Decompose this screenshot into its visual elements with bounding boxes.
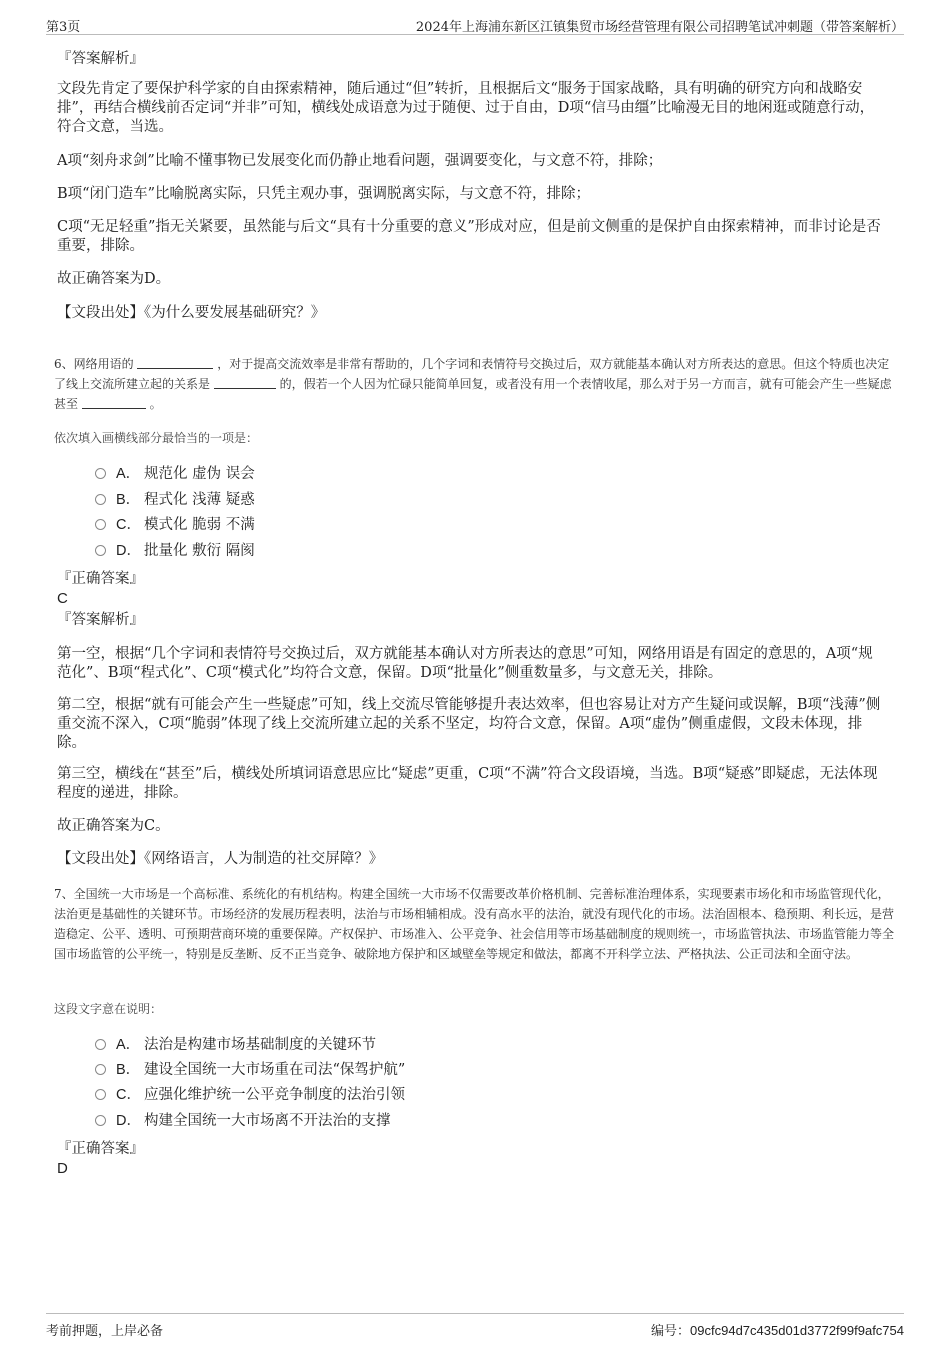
radio-icon[interactable] [95,468,106,479]
q6-source: 【文段出处】《网络语言，人为制造的社交屏障？》 [57,851,384,867]
q6-conclusion: 故正确答案为C。 [57,818,170,834]
q6-option-b[interactable]: B． 程式化 浅薄 疑惑 [95,490,255,510]
q7-prompt: 这段文字意在说明： [54,1002,163,1016]
q6-text-part-3: 的，假若一个人因为忙碌只能简单回复，或者没有用一个表情收尾，那么对于另一方而言，就有可能会产生一些疑虑甚至 [54,377,892,411]
q6-analysis-blank-3: 第三空，横线在“甚至”后，横线处所填词语意思应比“疑虑”更重，C项“不满”符合文段语境，当选。B项“疑惑”即疑虑，无法体现程度的递进，排除。 [57,766,878,801]
q5-analysis-paragraph-4: C项“无足轻重”指无关紧要，虽然能与后文“具有十分重要的意义”形成对应，但是前文侧重的是保护自由探索精神，而非讨论是否重要，排除。 [57,219,881,254]
footer-slogan: 考前押题，上岸必备 [46,1324,164,1339]
radio-icon[interactable] [95,545,106,556]
q7-question-text: 7、全国统一大市场是一个高标准、系统化的有机结构。构建全国统一大市场不仅需要改革价格机制、完善标准治理体系，实现要素市场化和市场监管现代化，法治更是基础性的关键环节。市场经济的发展历程表明，法治与市场相辅相成。没有高水平的法治，就没有现代化的市场。法治固根本、稳预期、利长远，是营造稳定、公平、透明、可预期营商环境的重要保障。产权保护、市场准入、公平竞争、社会信用等市场基础制度的规则统一，市场监管执法、市场监管能力等全国市场监管的公平统一，特别是反垄断、反不正当竞争、破除地方保护和区域壁垒等规定和做法，都离不开科学立法、严格执法、公正司法和全面守法。 [54,887,895,961]
q6-text-part-1: 6、网络用语的 [54,357,134,371]
q7-option-d[interactable]: D． 构建全国统一大市场离不开法治的支撑 [95,1111,391,1131]
q6-option-a[interactable]: A． 规范化 虚伪 误会 [95,464,255,484]
q5-analysis-paragraph-2: A项“刻舟求剑”比喻不懂事物已发展变化而仍静止地看问题，强调要变化，与文意不符，排除； [57,153,663,169]
q6-option-d[interactable]: D． 批量化 敷衍 隔阂 [95,541,255,561]
q7-option-c[interactable]: C． 应强化维护统一公平竞争制度的法治引领 [95,1085,405,1105]
radio-icon[interactable] [95,494,106,505]
page-number: 第3页 [46,20,81,35]
document-id-value: 09cfc94d7c435d01d3772f99f9afc754 [690,1323,904,1338]
document-id [651,1320,904,1339]
q6-correct-label: 『正确答案』 [57,571,144,587]
q6-question-text [54,354,900,414]
q6-analysis-blank-1: 第一空，根据“几个字词和表情符号交换过后，双方就能基本确认对方所表达的意思”可知，网络用语是有固定的意思的，A项“规范化”、B项“程式化”、C项“模式化”均符合文意，保留。D项“批量化”侧重数量多，与文意无关，排除。 [57,646,873,681]
q5-analysis-paragraph-1: 文段先肯定了要保护科学家的自由探索精神，随后通过“但”转折，且根据后文“服务于国家战略，具有明确的研究方向和战略安排”，再结合横线前否定词“并非”可知，横线处成语意为过于随便、过于自由，D项“信马由缰”比喻漫无目的地闲逛或随意行动，符合文意，当选。 [57,81,875,135]
radio-icon[interactable] [95,519,106,530]
q6-correct-answer: C [57,590,68,607]
q6-blank-3 [82,396,146,409]
q5-source: 【文段出处】《为什么要发展基础研究？》 [57,305,326,321]
q6-blank-1 [137,356,213,369]
page-footer [46,1313,904,1339]
q5-analysis-paragraph-3: B项“闭门造车”比喻脱离实际，只凭主观办事，强调脱离实际，与文意不符，排除； [57,186,590,202]
q5-analysis-label: 『答案解析』 [57,51,144,67]
radio-icon[interactable] [95,1115,106,1126]
q6-text-part-4: 。 [149,397,162,411]
radio-icon[interactable] [95,1064,106,1075]
q6-prompt: 依次填入画横线部分最恰当的一项是： [54,431,259,445]
q7-option-a[interactable]: A． 法治是构建市场基础制度的关键环节 [95,1035,376,1055]
page-header [46,14,904,35]
q6-option-c[interactable]: C． 模式化 脆弱 不满 [95,515,255,535]
q6-analysis-label: 『答案解析』 [57,612,144,628]
radio-icon[interactable] [95,1089,106,1100]
document-id-label: 编号： [651,1324,691,1339]
q6-text-part-2: ，对于提高交流效率是非常有帮助的，几个字词和表情符号交换过后，双方就能基本确认对方所表达的意思。但这个特质也决定了线上交流所建立起的关系是 [54,357,890,391]
q7-option-b[interactable]: B． 建设全国统一大市场重在司法“保驾护航” [95,1060,405,1080]
q5-conclusion: 故正确答案为D。 [57,271,171,287]
q6-blank-2 [214,376,276,389]
radio-icon[interactable] [95,1039,106,1050]
q7-correct-answer: D [57,1160,68,1177]
document-title: 2024年上海浦东新区江镇集贸市场经营管理有限公司招聘笔试冲刺题（带答案解析） [415,20,904,35]
q7-correct-label: 『正确答案』 [57,1141,144,1157]
q6-analysis-blank-2: 第二空，根据“就有可能会产生一些疑虑”可知，线上交流尽管能够提升表达效率，但也容易让对方产生疑问或误解，B项“浅薄”侧重交流不深入，C项“脆弱”体现了线上交流所建立起的关系不坚定，均符合文意，保留。A项“虚伪”侧重虚假，文段未体现，排除。 [57,697,881,751]
